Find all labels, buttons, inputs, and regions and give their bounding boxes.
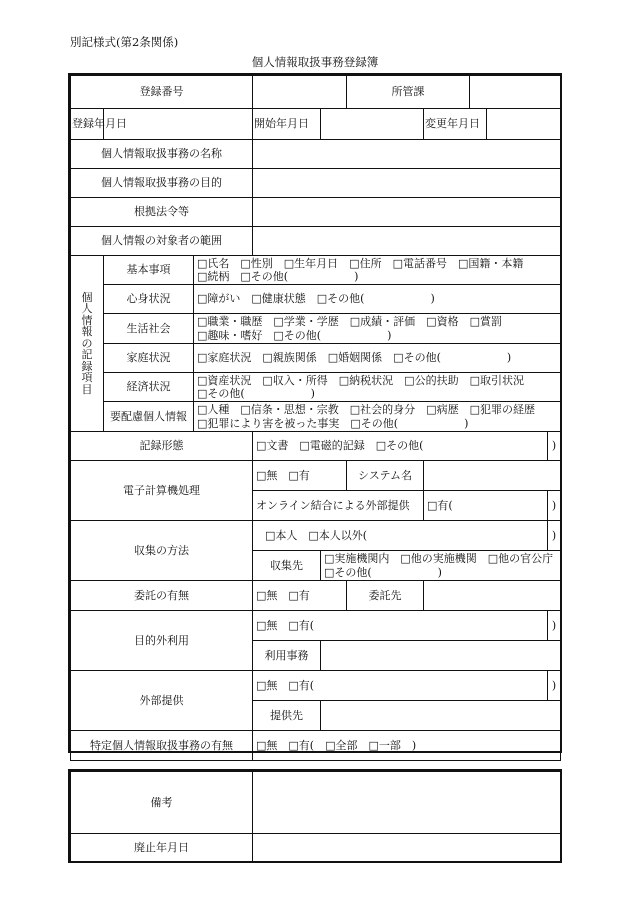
record-item-options-line1: □氏名 □性別 □生年月日 □住所 □電話番号 □国籍・本籍 [197, 256, 524, 270]
record-item-options-line2: □犯罪により害を被った事実 □その他( ) [197, 416, 469, 430]
other-use-label: 目的外利用 [71, 611, 253, 671]
entrust-label: 委託の有無 [71, 581, 253, 611]
task-purpose-label: 個人情報取扱事務の目的 [71, 169, 253, 198]
external-provision-label: 外部提供 [71, 671, 253, 731]
record-item-options-line2: □続柄 □その他( ) [197, 270, 359, 283]
record-item-options-line1: □職業・職歴 □学業・学歴 □成績・評価 □資格 □賞罰 [197, 315, 502, 329]
remarks-table [70, 771, 561, 862]
record-item-label: 基本事項 [104, 256, 194, 285]
reg-no-label: 登録番号 [71, 76, 253, 109]
record-item-options-line1: □障がい □健康状態 □その他( ) [197, 292, 435, 306]
registry-table [70, 75, 561, 761]
system-name-label: システム名 [347, 461, 424, 491]
record-item-label: 生活社会 [104, 314, 194, 344]
provision-dest-field[interactable] [321, 701, 561, 731]
legal-basis-field[interactable] [253, 198, 561, 227]
record-items-group-label: 個 人 情 報 の 記 録 項 目 [71, 256, 104, 432]
remarks-form [68, 769, 562, 863]
entrust-dest-field[interactable] [424, 581, 561, 611]
collection-source-options[interactable] [321, 551, 561, 581]
use-task-label: 利用事務 [253, 641, 321, 671]
record-item-options[interactable] [194, 402, 561, 432]
collection-method-label: 収集の方法 [71, 521, 253, 581]
task-name-field[interactable] [253, 140, 561, 169]
dept-field[interactable] [470, 76, 561, 109]
record-item-options[interactable] [194, 256, 561, 285]
record-item-options-line2: □その他( ) [197, 387, 315, 400]
record-item-options-line1: □資産状況 □収入・所得 □納税状況 □公的扶助 □取引状況 [197, 373, 524, 387]
computer-processing-options[interactable]: □無 □有 [253, 461, 347, 491]
computer-processing-label: 電子計算機処理 [71, 461, 253, 521]
record-item-label: 家庭状況 [104, 344, 194, 373]
collection-method-options[interactable]: □本人 □本人以外( [253, 521, 548, 551]
record-item-label: 心身状況 [104, 285, 194, 314]
collection-source-line2: □その他( ) [324, 565, 442, 579]
system-name-field[interactable] [424, 461, 561, 491]
legal-basis-label: 根拠法令等 [71, 198, 253, 227]
task-name-label: 個人情報取扱事務の名称 [71, 140, 253, 169]
start-date-label: 開始年月日 [253, 109, 321, 140]
online-provision-close: ) [548, 491, 561, 521]
record-form-label: 記録形態 [71, 432, 253, 461]
collection-source-line1: □実施機関内 □他の実施機関 □他の官公庁 [324, 552, 554, 566]
collection-method-close: ) [548, 521, 561, 551]
record-item-options[interactable] [194, 344, 561, 373]
change-date-field[interactable] [487, 109, 561, 140]
reg-date-label: 登録年月日 [71, 109, 104, 140]
form-reference: 別記様式(第2条関係) [70, 35, 179, 49]
specific-personal-info-options[interactable]: □無 □有( □全部 □一部 ) [253, 731, 561, 761]
external-provision-close: ) [548, 671, 561, 701]
other-use-options[interactable]: □無 □有( [253, 611, 548, 641]
start-date-field[interactable] [321, 109, 424, 140]
online-provision-options[interactable]: □有( [424, 491, 548, 521]
abolish-date-field[interactable] [253, 834, 561, 862]
subject-range-field[interactable] [253, 227, 561, 256]
remarks-field[interactable] [253, 772, 561, 834]
subject-range-label: 個人情報の対象者の範囲 [71, 227, 253, 256]
record-item-label: 要配慮個人情報 [104, 402, 194, 432]
dept-label: 所管課 [347, 76, 470, 109]
external-provision-options[interactable]: □無 □有( [253, 671, 548, 701]
registry-form-main [68, 73, 562, 753]
record-item-options-line2: □趣味・嗜好 □その他( ) [197, 328, 392, 342]
abolish-date-label: 廃止年月日 [71, 834, 253, 862]
change-date-label: 変更年月日 [424, 109, 487, 140]
form-title: 個人情報取扱事務登録簿 [251, 55, 379, 69]
online-provision-label: オンライン結合による外部提供 [253, 491, 424, 521]
record-item-label: 経済状況 [104, 373, 194, 402]
record-item-options[interactable] [194, 285, 561, 314]
record-item-options-line1: □人種 □信条・思想・宗教 □社会的身分 □病歴 □犯罪の経歴 [197, 403, 535, 417]
record-item-options[interactable] [194, 314, 561, 344]
record-item-options-line1: □家庭状況 □親族関係 □婚姻関係 □その他( ) [197, 351, 512, 365]
use-task-field[interactable] [321, 641, 561, 671]
other-use-close: ) [548, 611, 561, 641]
specific-personal-info-label: 特定個人情報取扱事務の有無 [71, 731, 253, 761]
record-form-options[interactable]: □文書 □電磁的記録 □その他( [253, 432, 548, 461]
entrust-options[interactable]: □無 □有 [253, 581, 347, 611]
record-item-options[interactable] [194, 373, 561, 402]
record-form-close: ) [548, 432, 561, 461]
provision-dest-label: 提供先 [253, 701, 321, 731]
entrust-dest-label: 委託先 [347, 581, 424, 611]
collection-source-label: 収集先 [253, 551, 321, 581]
remarks-label: 備考 [71, 772, 253, 834]
task-purpose-field[interactable] [253, 169, 561, 198]
reg-no-field[interactable] [253, 76, 347, 109]
